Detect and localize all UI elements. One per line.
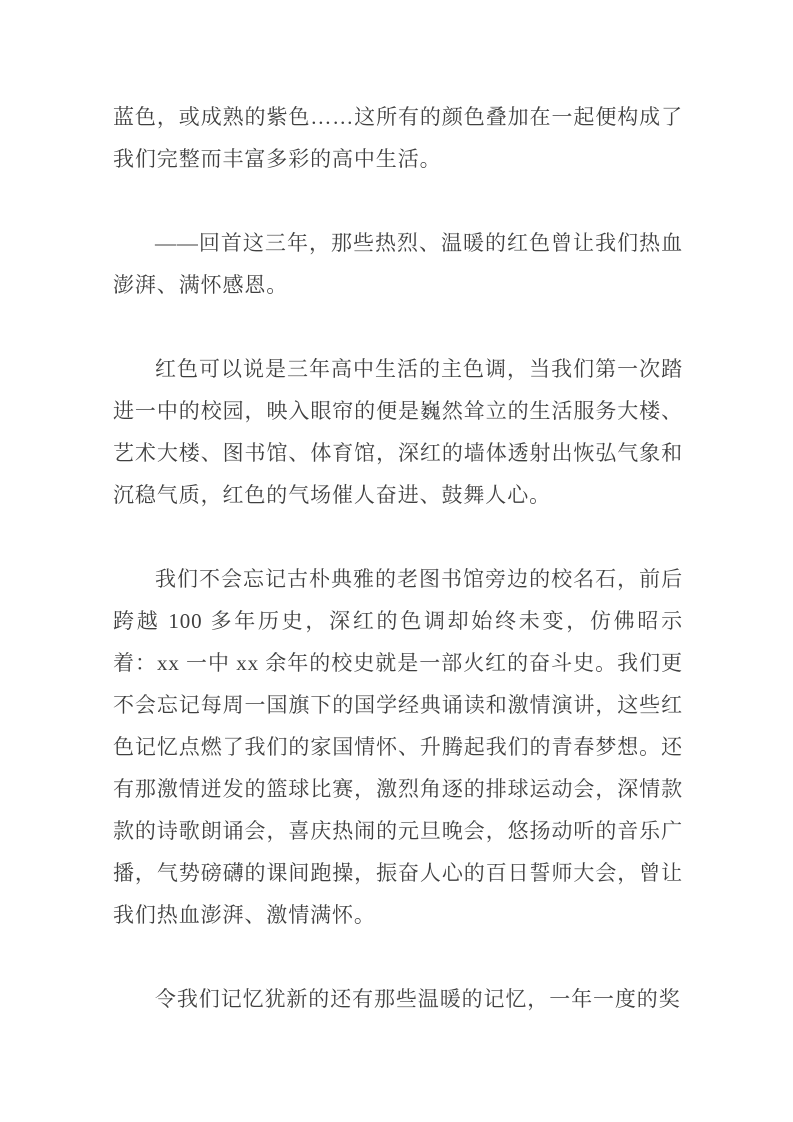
paragraph: 红色可以说是三年高中生活的主色调，当我们第一次踏进一中的校园，映入眼帘的便是巍然耸立的生活服务大楼、艺术大楼、图书馆、体育馆，深红的墙体透射出恢弘气象和沉稳气质，红色的气场催人奋进、鼓舞人心。 <box>113 357 683 507</box>
paragraph: 蓝色，或成熟的紫色……这所有的颜色叠加在一起便构成了我们完整而丰富多彩的高中生活。 <box>113 105 683 171</box>
paragraph: 我们不会忘记古朴典雅的老图书馆旁边的校名石，前后跨越 100 多年历史，深红的色调却始终未变，仿佛昭示着：xx 一中 xx 余年的校史就是一部火红的奋斗史。我们更不会忘记每周一国旗下的国学经典诵读和激情演讲，这些红色记忆点燃了我们的家国情怀、升腾起我们的青春梦想。还有那激情迸发的篮球比赛，激烈角逐的排球运动会，深情款款的诗歌朗诵会，喜庆热闹的元旦晚会，悠扬动听的音乐广播，气势磅礴的课间跑操，振奋人心的百日誓师大会，曾让我们热血澎湃、激情满怀。 <box>113 567 683 927</box>
paragraph: ——回首这三年，那些热烈、温暖的红色曾让我们热血澎湃、满怀感恩。 <box>113 231 683 297</box>
paragraph: 令我们记忆犹新的还有那些温暖的记忆，一年一度的奖 <box>155 987 681 1011</box>
